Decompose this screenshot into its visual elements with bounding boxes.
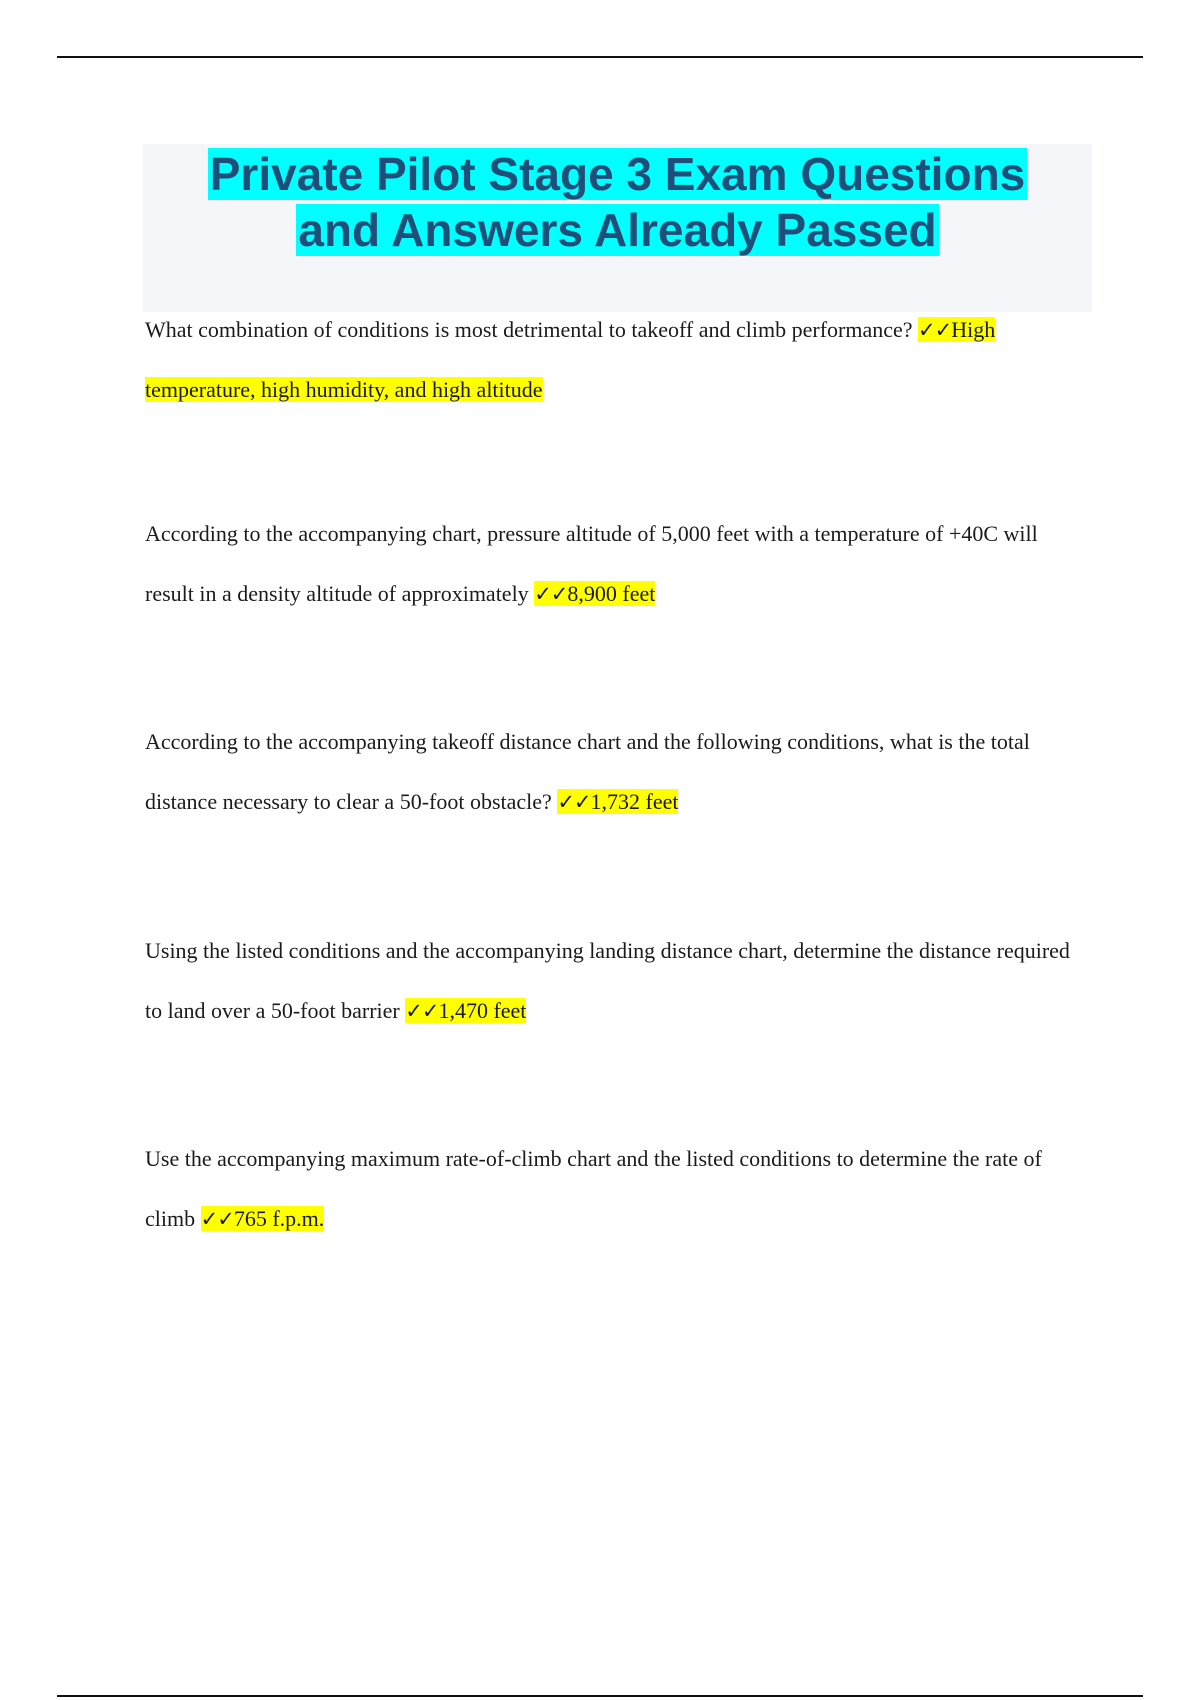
question-text: What combination of conditions is most detrimental to takeoff and climb performance? [145, 317, 913, 342]
answer-text: High temperature, high humidity, and high altitude [145, 317, 996, 402]
question-text: Using the listed conditions and the accompanying landing distance chart, determine the distance required to land over a 50-foot barrier [145, 938, 1070, 1023]
qa-item-4 [145, 921, 1085, 1041]
title-line-1: Private Pilot Stage 3 Exam Questions [209, 148, 1026, 200]
title-line-2: and Answers Already Passed [298, 204, 937, 256]
answer-highlight [405, 998, 526, 1023]
header-rule [57, 56, 1143, 58]
answer-text: 1,732 feet [590, 789, 679, 814]
title-band [143, 144, 1092, 312]
qa-item-3 [145, 712, 1085, 832]
qa-item-1 [145, 300, 1085, 420]
question-text: Use the accompanying maximum rate-of-climb chart and the listed conditions to determine the rate of climb [145, 1146, 1042, 1231]
answer-text: 8,900 feet [567, 581, 656, 606]
double-check-icon: ✓✓ [557, 790, 591, 814]
double-check-icon: ✓✓ [534, 582, 568, 606]
qa-item-5 [145, 1129, 1085, 1249]
answer-highlight [557, 789, 678, 814]
double-check-icon: ✓✓ [918, 318, 952, 342]
answer-highlight [201, 1206, 325, 1231]
question-text: According to the accompanying chart, pressure altitude of 5,000 feet with a temperature of +40C will result in a density altitude of approximately [145, 521, 1038, 606]
answer-text: 765 f.p.m. [233, 1206, 325, 1231]
answer-text: 1,470 feet [438, 998, 527, 1023]
qa-item-2 [145, 504, 1085, 624]
question-text: According to the accompanying takeoff distance chart and the following conditions, what is the total distance necessary to clear a 50-foot obstacle? [145, 729, 1030, 814]
document-title [143, 144, 1092, 258]
double-check-icon: ✓✓ [405, 999, 439, 1023]
answer-highlight [534, 581, 655, 606]
double-check-icon: ✓✓ [200, 1207, 234, 1231]
footer-rule [57, 1695, 1143, 1697]
